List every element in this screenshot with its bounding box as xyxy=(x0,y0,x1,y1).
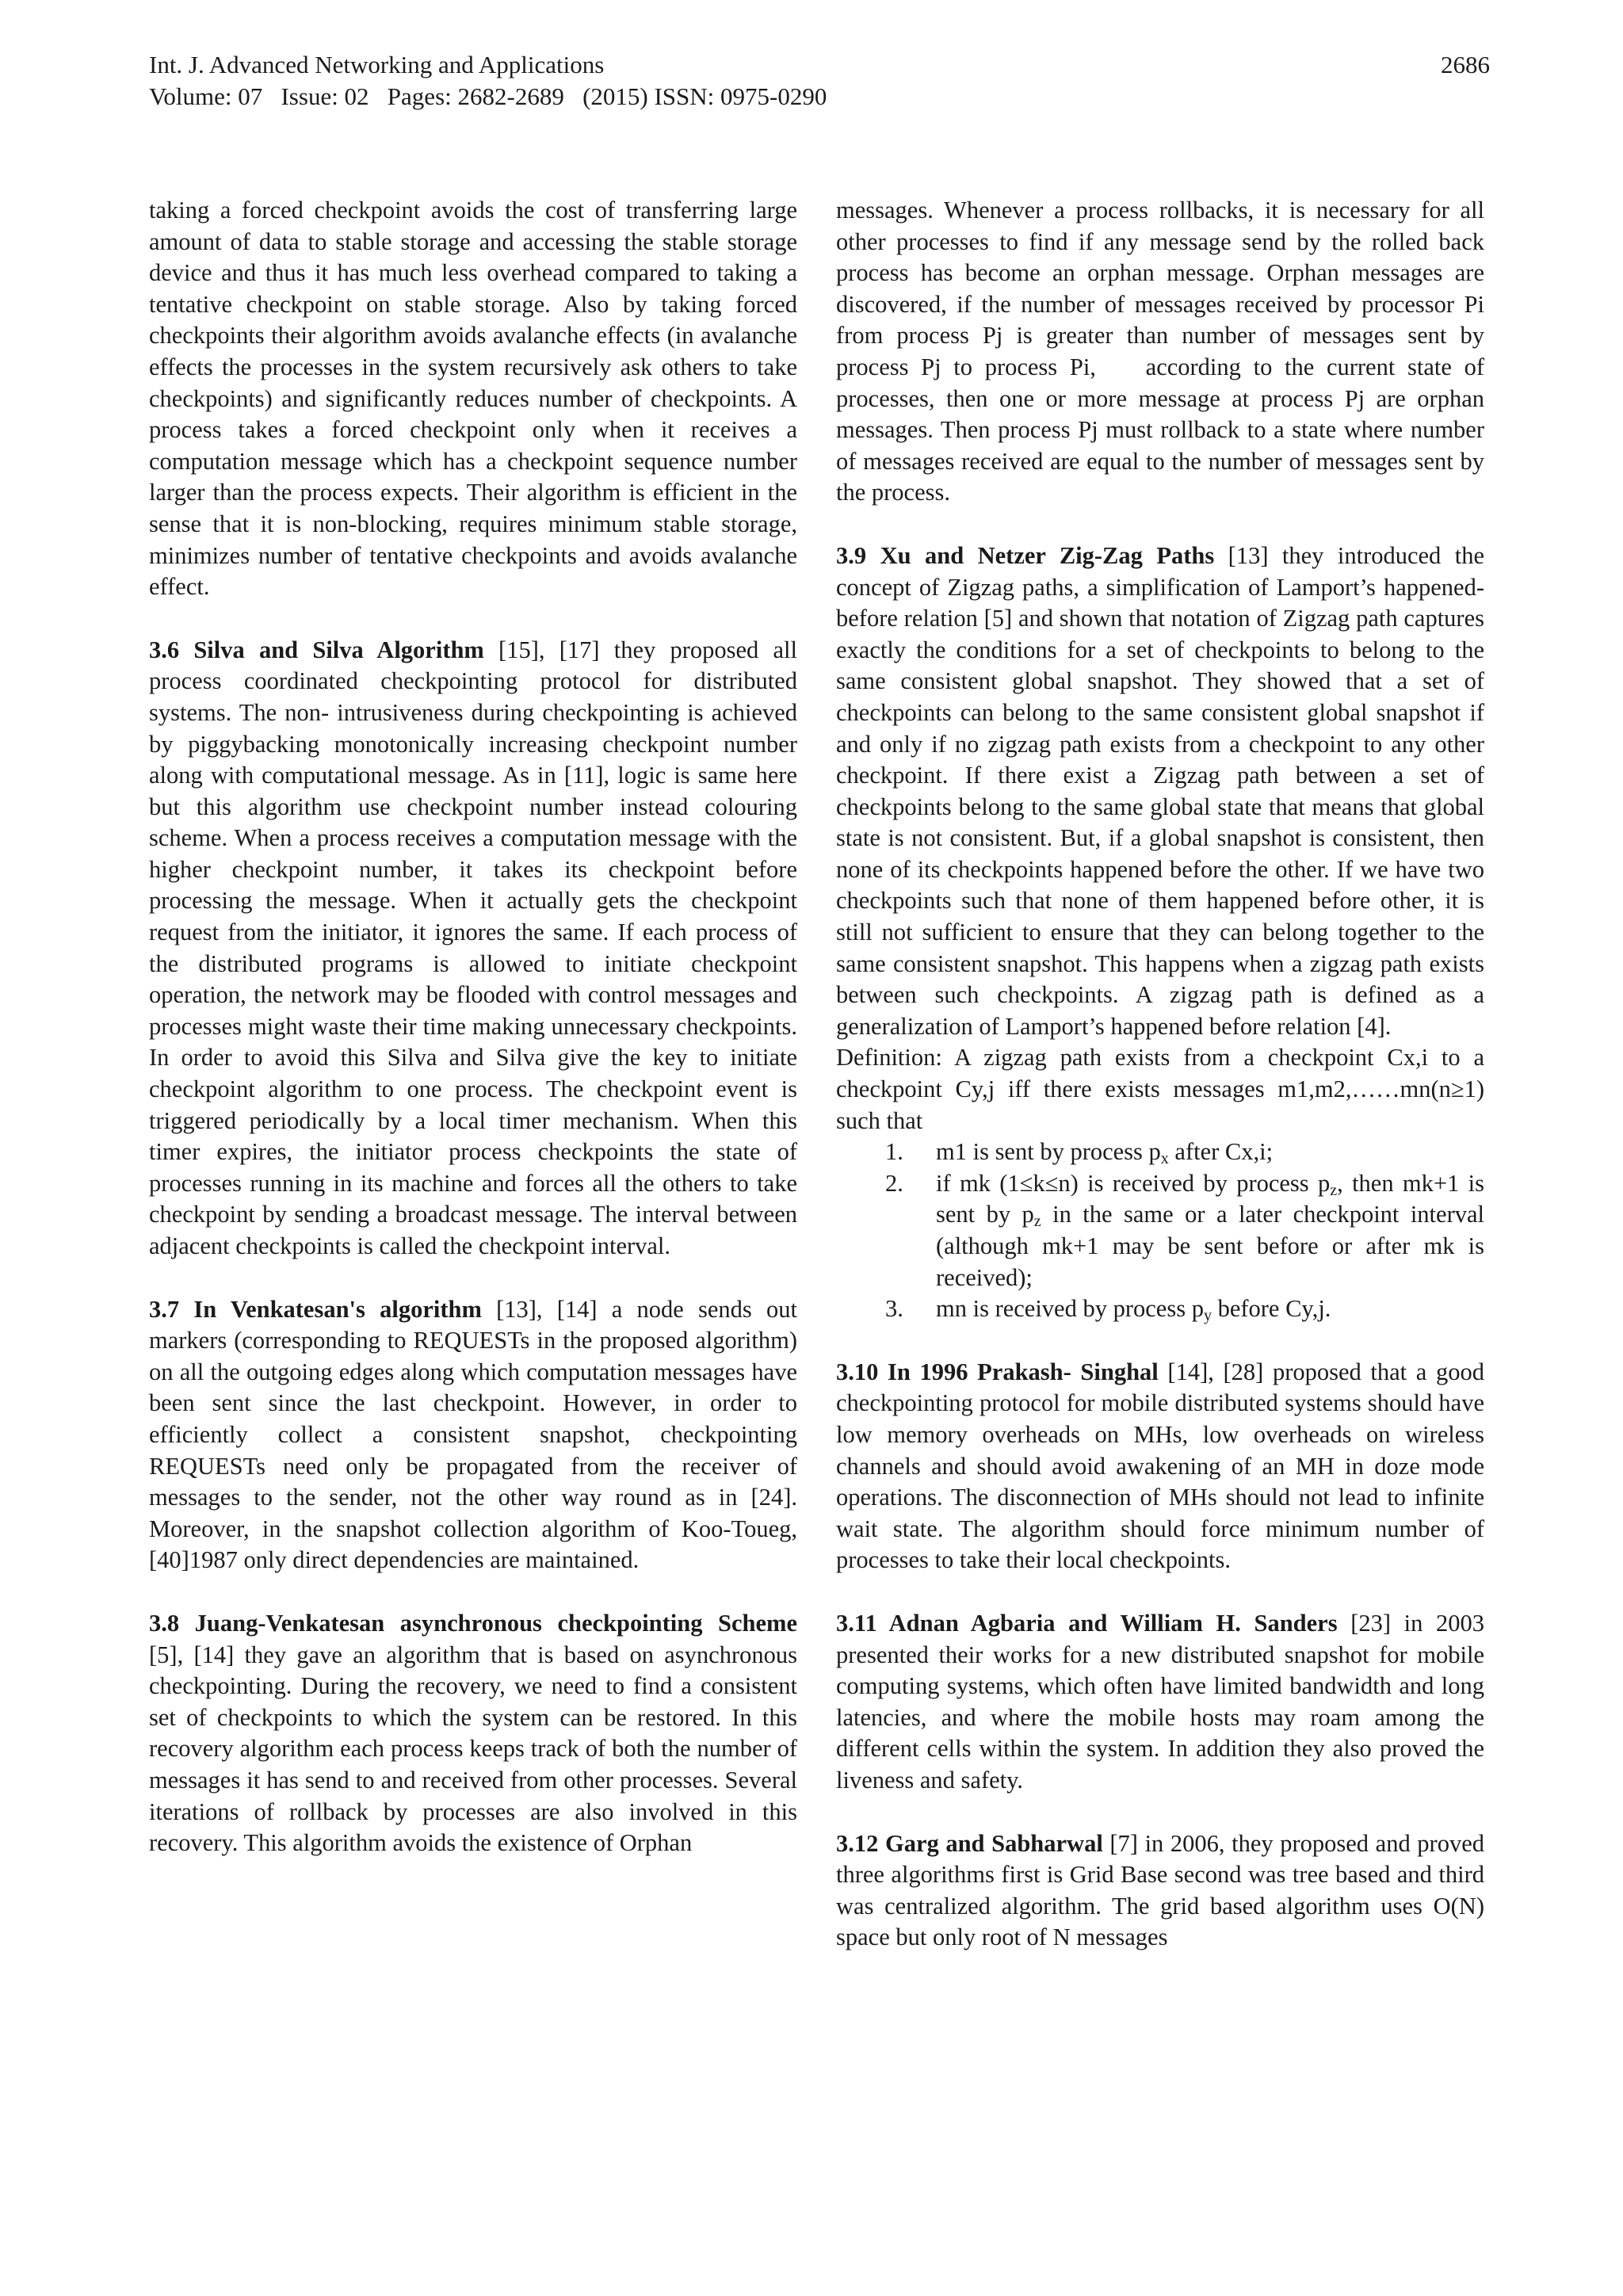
section-3-11 xyxy=(836,1608,1484,1797)
volume-line: Volume: 07 Issue: 02 Pages: 2682-2689 (2015) ISSN: 0975-0290 xyxy=(149,82,827,110)
list-item xyxy=(836,1168,1484,1293)
section-3-7 xyxy=(149,1294,797,1576)
definition: Definition: A zigzag path exists from a checkpoint Cx,i to a checkpoint Cy,j iff there exists messages m1,m2,……mn(n≥1) such that xyxy=(836,1044,1484,1134)
list-text: , then mk+1 is sent by p xyxy=(936,1169,1484,1228)
section-text: [13], [14] a node sends out markers (corresponding to REQUESTs in the proposed algorithm) on all the outgoing edges along which computation messages have been sent since the last checkpoint. However, in order to efficiently collect a consistent snapshot, checkpointing REQUESTs need only be propagated from the receiver of messages to the sender, not the other way round as in [24]. Moreover, in the snapshot collection algorithm of Koo-Toueg, [40]1987 only direct dependencies are maintained. xyxy=(149,1295,797,1574)
list-item xyxy=(836,1293,1484,1325)
section-3-9 xyxy=(836,541,1484,1043)
section-3-8 xyxy=(149,1608,797,1859)
subscript: x xyxy=(1160,1150,1169,1168)
section-text: [15], [17] they proposed all process coordinated checkpointing protocol for distributed systems. The non- intrusiveness during checkpointing is achieved by piggybacking monotonically increasing checkpoint number along with computational message. As in [11], logic is same here but this algorithm use checkpoint number instead colouring scheme. When a process receives a computation message with the higher checkpoint number, it takes its checkpoint before processing the message. When it actually gets the checkpoint request from the initiator, it ignores the same. If each process of the distributed programs is allowed to initiate checkpoint operation, the network may be flooded with control messages and processes might waste their time making unnecessary checkpoints. In order to avoid this Silva and Silva give the key to initiate checkpoint algorithm to one process. The checkpoint event is triggered periodically by a local timer mechanism. When this timer expires, the initiator process checkpoints the state of processes running in its machine and forces all the others to take checkpoint by sending a broadcast message. The interval between adjacent checkpoints is called the checkpoint interval. xyxy=(149,636,797,1259)
list-text: before Cy,j. xyxy=(1211,1295,1331,1323)
list-text: if mk (1≤k≤n) is received by process p xyxy=(936,1169,1331,1197)
section-text: [5], [14] they gave an algorithm that is based on asynchronous checkpointing. During the recovery, we need to find a consistent set of checkpoints to which the system can be restored. In this recovery algorithm each process keeps track of both the number of messages it has send to and received from other processes. Several iterations of rollback by processes are also involved in this recovery. This algorithm avoids the existence of Orphan xyxy=(149,1641,797,1857)
running-header xyxy=(149,49,827,113)
paragraph: messages. Whenever a process rollbacks, it is necessary for all other processes to find if any message send by the rolled back process has become an orphan message. Orphan messages are discovered, if the number of messages received by processor Pi from process Pj is greater than number of messages sent by process Pj to process Pi, according to the current state of processes, then one or more message at process Pj are orphan messages. Then process Pj must rollback to a state where number of messages received are equal to the number of messages sent by the process. xyxy=(836,197,1491,506)
section-heading: 3.11 Adnan Agbaria and William H. Sanders xyxy=(836,1609,1338,1637)
list-number: 3. xyxy=(885,1295,903,1323)
right-column xyxy=(836,195,1491,1954)
list-number: 2. xyxy=(885,1169,903,1197)
zigzag-conditions-list xyxy=(836,1137,1484,1325)
section-heading: 3.7 In Venkatesan's algorithm xyxy=(149,1295,482,1323)
section-text: [7] in 2006, they proposed and proved three algorithms first is Grid Base second was tree based and third was centralized algorithm. The grid based algorithm uses O(N) space but only root of N messages xyxy=(836,1829,1484,1951)
section-heading: 3.9 Xu and Netzer Zig-Zag Paths xyxy=(836,541,1215,569)
list-number: 1. xyxy=(885,1138,903,1166)
list-text: mn is received by process p xyxy=(936,1295,1204,1323)
subscript: z xyxy=(1033,1213,1041,1231)
section-text: [13] they introduced the concept of Zigzag paths, a simplification of Lamport’s happened-before relation [5] and shown that notation of Zigzag path captures exactly the conditions for a set of checkpoints to belong to the same consistent global snapshot. They showed that a set of checkpoints can belong to the same consistent global snapshot if and only if no zigzag path exists from a checkpoint to any other checkpoint. If there exist a Zigzag path between a set of checkpoints belong to the same global state that means that global state is not consistent. But, if a global snapshot is consistent, then none of its checkpoints happened before the other. If we have two checkpoints such that none of them happened before other, it is still not sufficient to ensure that they can belong together to the same consistent snapshot. This happens when a zigzag path exists between such checkpoints. A zigzag path is defined as a generalization of Lamport’s happened before relation [4]. xyxy=(836,541,1484,1040)
list-item xyxy=(836,1137,1484,1168)
section-3-10 xyxy=(836,1357,1484,1576)
list-text: in the same or a later checkpoint interval (although mk+1 may be sent before or after mk is received); xyxy=(936,1201,1484,1291)
section-text: [14], [28] proposed that a good checkpointing protocol for mobile distributed systems should have low memory overheads on MHs, low overheads on wireless channels and should avoid awakening of an MH in doze mode operations. The disconnection of MHs should not lead to infinite wait state. The algorithm should force minimum number of processes to take their local checkpoints. xyxy=(836,1358,1484,1574)
page-number: 2686 xyxy=(1441,51,1490,78)
section-3-12 xyxy=(836,1828,1484,1954)
section-heading: 3.12 Garg and Sabharwal xyxy=(836,1829,1103,1857)
section-heading: 3.6 Silva and Silva Algorithm xyxy=(149,636,484,663)
section-heading: 3.8 Juang-Venkatesan asynchronous checkpointing Scheme xyxy=(149,1609,797,1637)
left-column xyxy=(149,195,797,1859)
journal-name: Int. J. Advanced Networking and Applications xyxy=(149,51,605,78)
list-text: after Cx,i; xyxy=(1168,1138,1274,1166)
section-text: [23] in 2003 presented their works for a new distributed snapshot for mobile computing systems, which often have limited bandwidth and long latencies, and where the mobile hosts may roam among the different cells within the system. In addition they also proved the liveness and safety. xyxy=(836,1609,1485,1794)
paragraph: taking a forced checkpoint avoids the cost of transferring large amount of data to stable storage and accessing the stable storage device and thus it has much less overhead compared to taking a tentative checkpoint on stable storage. Also by taking forced checkpoints their algorithm avoids avalanche effects (in avalanche effects the processes in the system recursively ask others to take checkpoints) and significantly reduces number of checkpoints. A process takes a forced checkpoint only when it receives a computation message which has a checkpoint sequence number larger than the process expects. Their algorithm is efficient in the sense that it is non-blocking, requires minimum stable storage, minimizes number of tentative checkpoints and avoids avalanche effect. xyxy=(149,197,797,601)
section-heading: 3.10 In 1996 Prakash- Singhal xyxy=(836,1358,1159,1385)
subscript: y xyxy=(1203,1307,1212,1325)
section-3-6 xyxy=(149,635,797,1263)
subscript: z xyxy=(1330,1181,1338,1199)
list-text: m1 is sent by process p xyxy=(936,1138,1161,1166)
